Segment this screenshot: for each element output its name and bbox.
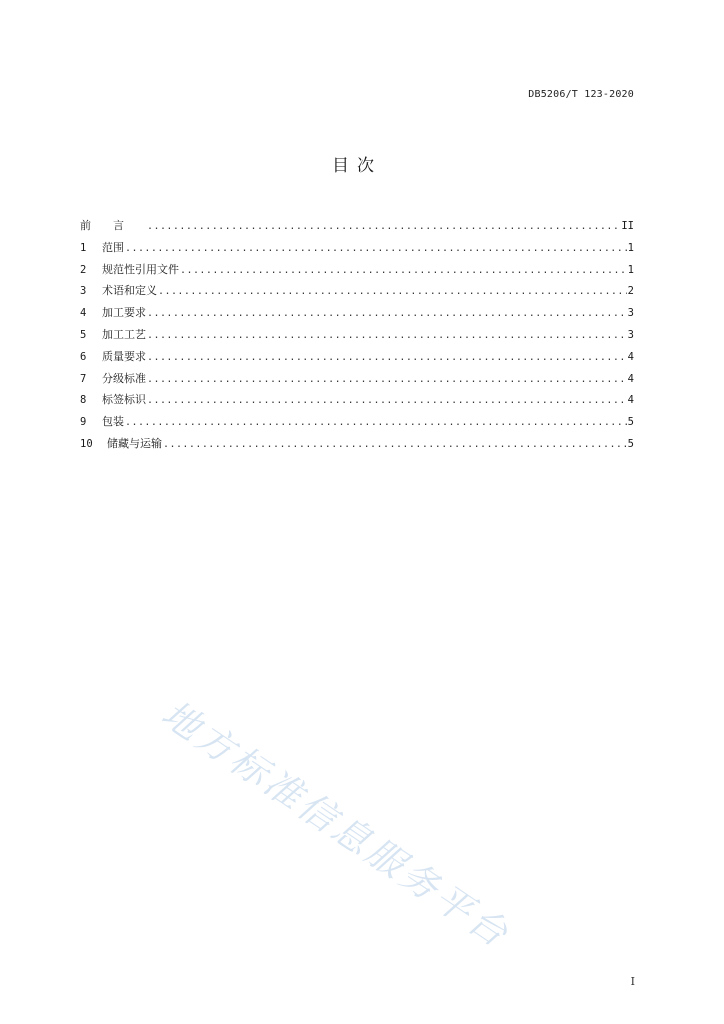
- toc-dot-leader: [147, 394, 627, 408]
- toc-entry-terms-definitions[interactable]: [80, 284, 634, 306]
- toc-entry-page: 5: [627, 437, 634, 450]
- toc-dot-leader: [158, 285, 627, 299]
- toc-entry-number: 8: [80, 394, 87, 407]
- toc-entry-number: 10: [80, 437, 93, 450]
- toc-entry-page: 5: [627, 416, 634, 429]
- toc-entry-number: 7: [80, 372, 87, 385]
- toc-entry-number: 5: [80, 328, 87, 341]
- toc-entry-page: 3: [627, 328, 634, 341]
- toc-entry-label: 前言: [80, 219, 146, 232]
- toc-entry-page: 4: [627, 372, 634, 385]
- toc-entry-grading-standard[interactable]: [80, 372, 634, 394]
- toc-dot-leader: [125, 242, 627, 256]
- toc-entry-page: 1: [627, 263, 634, 276]
- toc-dot-leader: [163, 438, 627, 452]
- toc-entry-storage-transport[interactable]: [80, 437, 634, 459]
- toc-entry-normative-references[interactable]: [80, 263, 634, 285]
- toc-dot-leader: [147, 329, 627, 343]
- toc-entry-label: 标签标识: [102, 393, 146, 407]
- toc-entry-page: 1: [627, 241, 634, 254]
- toc-entry-label: 范围: [102, 240, 124, 254]
- watermark: 地方标准信息服务平台: [154, 692, 518, 957]
- toc-dot-leader: [147, 373, 627, 387]
- toc-entry-label: 储藏与运输: [107, 436, 162, 450]
- toc-dot-leader: [147, 220, 620, 234]
- toc-entry-labeling[interactable]: [80, 393, 634, 415]
- toc-dot-leader: [147, 307, 627, 321]
- toc-entry-label: 质量要求: [102, 349, 146, 363]
- toc-entry-foreword[interactable]: [80, 219, 634, 241]
- toc-entry-label: 加工工艺: [102, 327, 146, 341]
- toc-entry-label: 包装: [102, 415, 124, 429]
- toc-entry-label: 术语和定义: [102, 284, 157, 298]
- toc-entry-page: 2: [627, 285, 634, 298]
- toc-entry-page: 4: [627, 394, 634, 407]
- toc-entry-label: 分级标准: [102, 371, 146, 385]
- toc-entry-number: 9: [80, 416, 87, 429]
- page-number: I: [630, 975, 635, 988]
- toc-entry-number: 6: [80, 350, 87, 363]
- toc-entry-label: 加工要求: [102, 306, 146, 320]
- toc-entry-number: 4: [80, 307, 87, 320]
- toc-dot-leader: [125, 416, 627, 430]
- toc-title: 目次: [332, 156, 382, 176]
- toc-entry-processing-requirements[interactable]: [80, 306, 634, 328]
- toc-entry-page: 3: [627, 307, 634, 320]
- toc-entry-quality-requirements[interactable]: [80, 350, 634, 372]
- toc-entry-label: 规范性引用文件: [102, 262, 179, 276]
- toc-entry-number: 3: [80, 285, 87, 298]
- toc-entry-number: 1: [80, 241, 87, 254]
- toc-entry-scope[interactable]: [80, 241, 634, 263]
- toc-entry-page: II: [621, 220, 634, 232]
- toc-dot-leader: [180, 264, 627, 278]
- toc-entry-number: 2: [80, 263, 87, 276]
- toc-dot-leader: [147, 351, 627, 365]
- toc-entry-page: 4: [627, 350, 634, 363]
- toc-entry-packaging[interactable]: [80, 415, 634, 437]
- toc-entry-processing-technology[interactable]: [80, 328, 634, 350]
- table-of-contents: [80, 219, 634, 459]
- document-code: DB5206/T 123-2020: [528, 89, 634, 100]
